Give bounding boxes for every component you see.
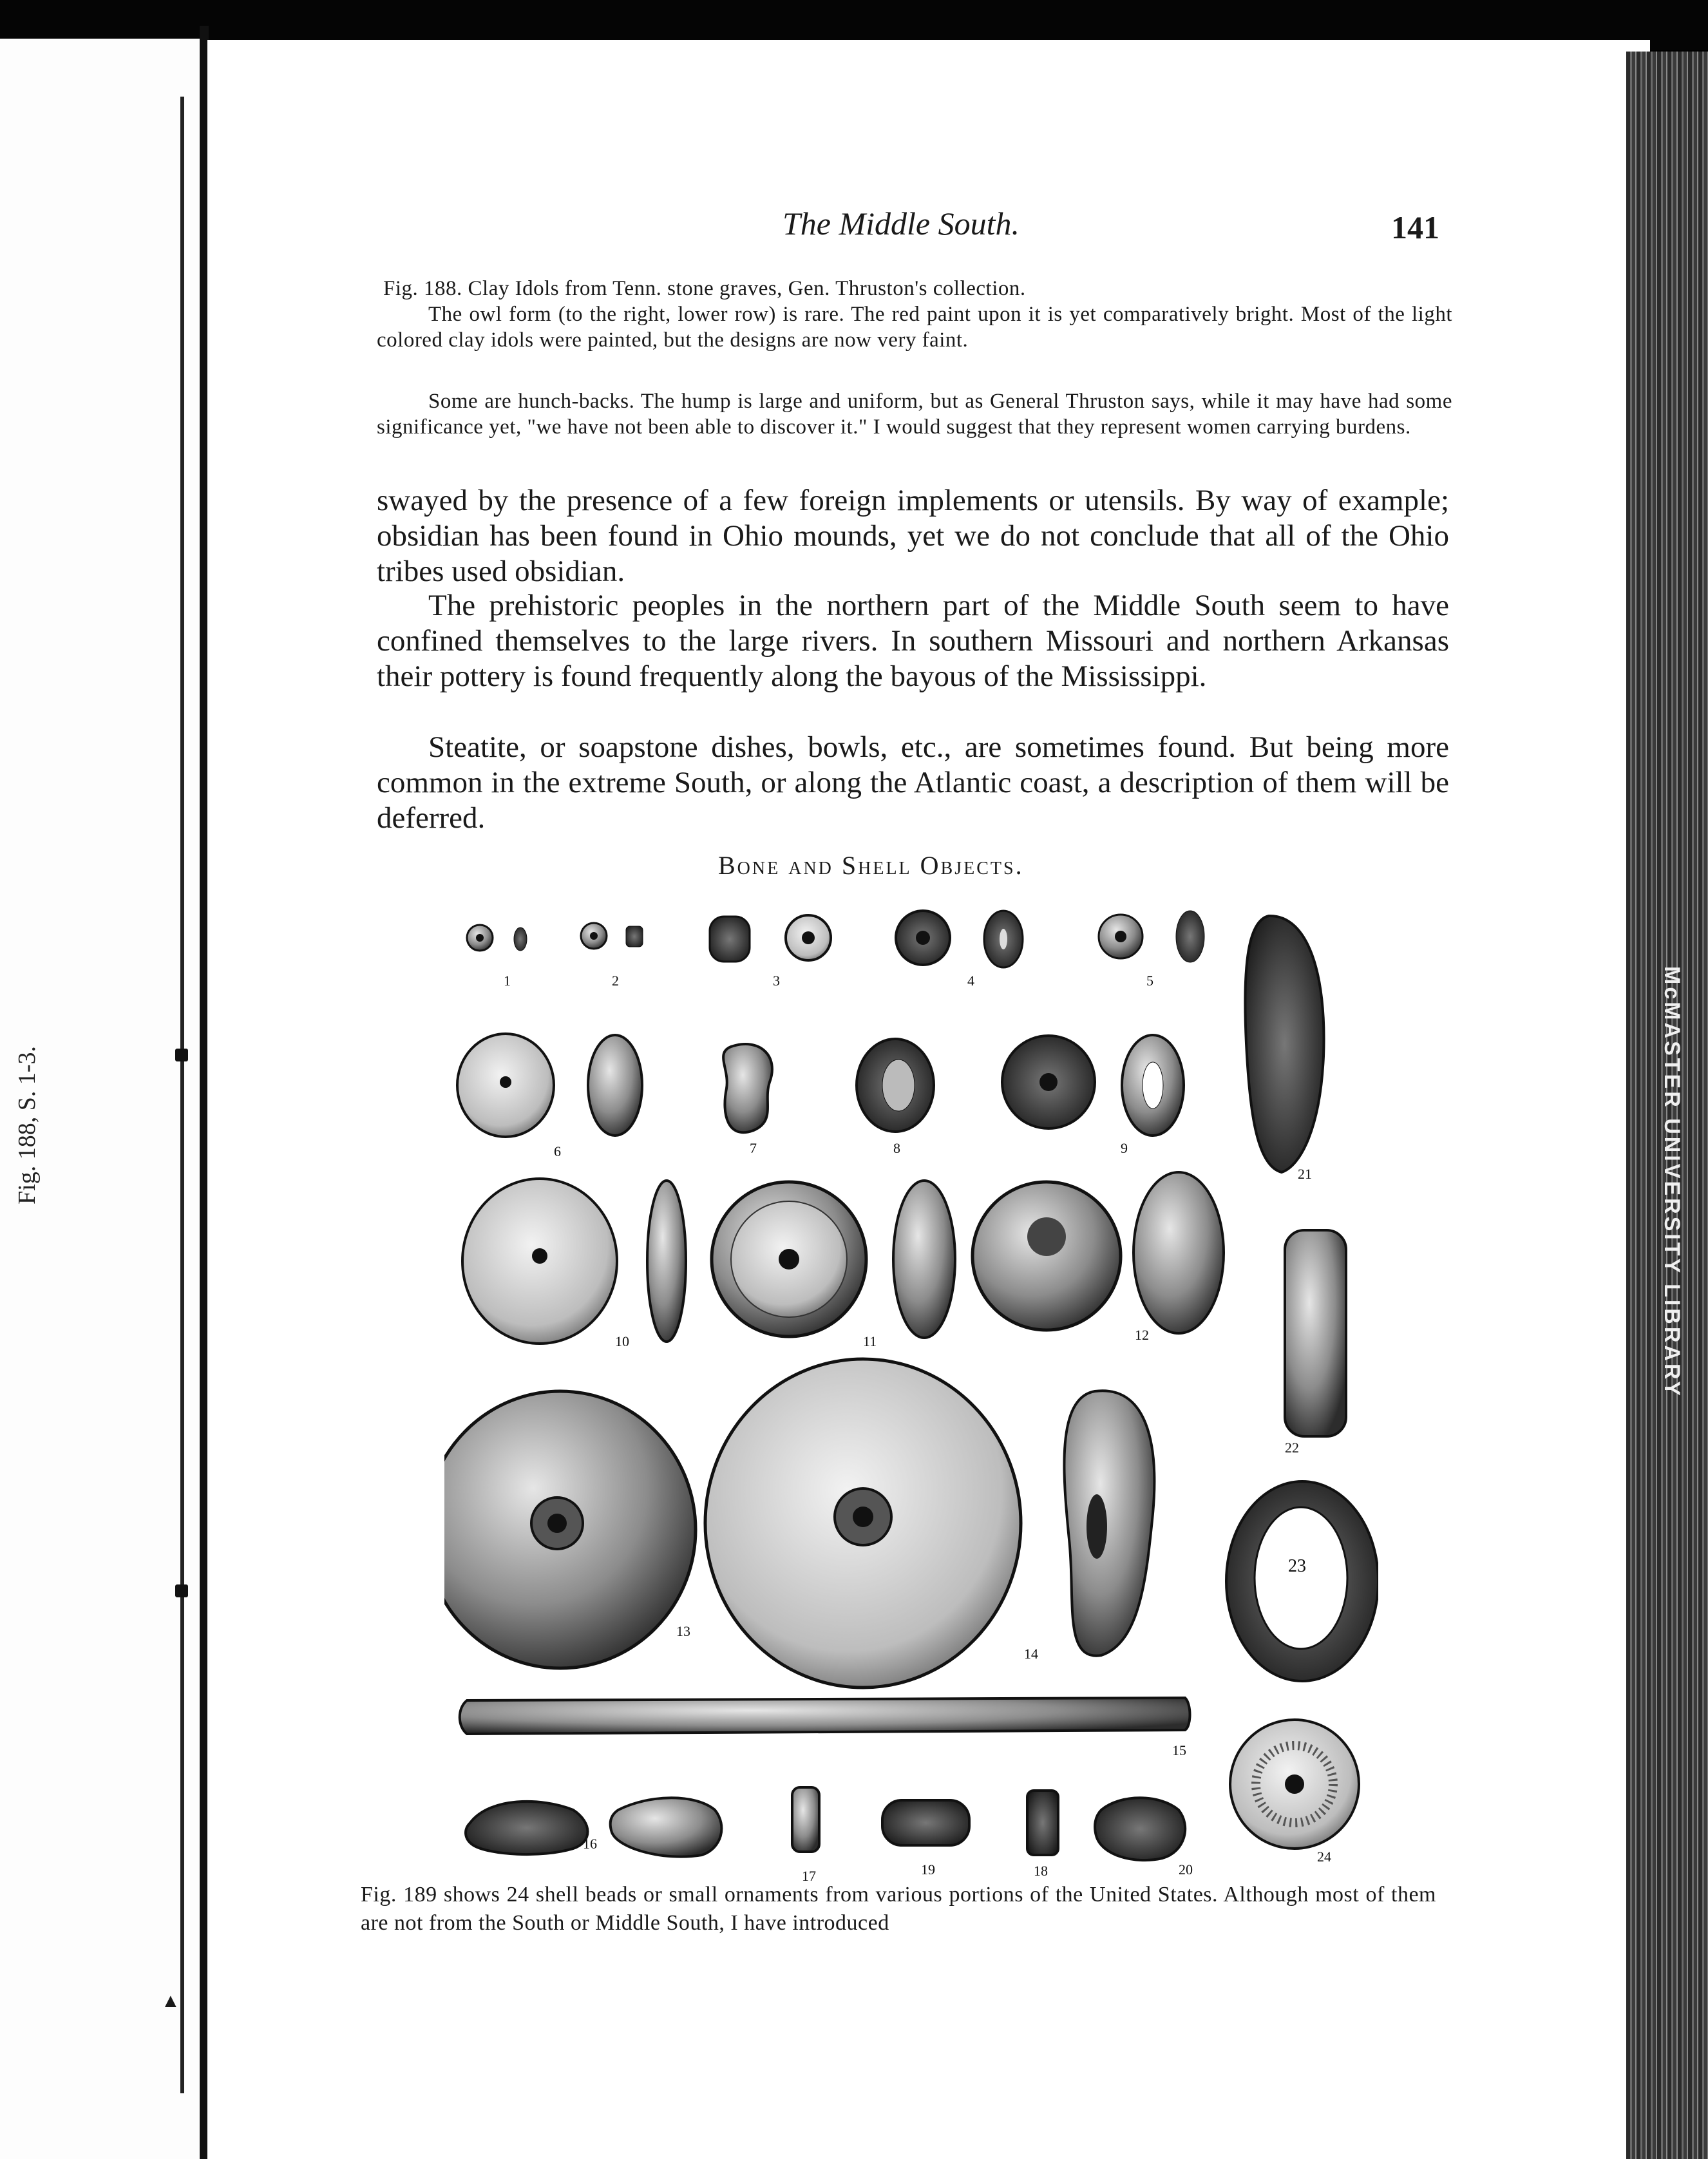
bead-19	[882, 1800, 969, 1845]
bead-9	[1002, 1035, 1184, 1136]
disk-11	[712, 1181, 955, 1338]
label-13: 13	[676, 1623, 690, 1639]
bead-8	[857, 1039, 934, 1132]
label-11: 11	[863, 1333, 877, 1349]
label-16: 16	[583, 1836, 597, 1852]
ring-23	[1226, 1481, 1378, 1681]
bone-shell-objects-figure	[444, 895, 1378, 1887]
label-7: 7	[750, 1140, 757, 1156]
left-page-rule	[180, 97, 184, 2093]
label-1: 1	[504, 973, 511, 989]
bead-7	[723, 1044, 772, 1132]
label-19: 19	[921, 1861, 935, 1878]
figure-caption-paragraph: The owl form (to the right, lower row) is rare. The red paint upon it is yet comparatively bright. Most of the light colored clay idols were painted, but the designs are now very faint.	[377, 303, 1452, 352]
ornament-24	[1230, 1720, 1359, 1849]
corner-mark: ▲	[161, 1990, 180, 2012]
figure-description-paragraph: Fig. 189 shows 24 shell beads or small ornaments from various portions of the United States. Although most of them are not from the South or Middle South, I have introduced	[361, 1883, 1436, 1935]
body-paragraph: Steatite, or soapstone dishes, bowls, etc., are sometimes found. But being more common in the extreme South, or along the Atlantic coast, a description of them will be deferred.	[377, 730, 1449, 835]
label-2: 2	[612, 973, 619, 989]
bead-5	[1099, 911, 1204, 962]
figure-title: Bone and Shell Objects.	[718, 851, 1024, 880]
label-24: 24	[1317, 1849, 1331, 1865]
tube-22	[1285, 1230, 1346, 1436]
bead-2	[581, 923, 643, 949]
body-paragraph: swayed by the presence of a few foreign implements or utensils. By way of example; obsidian has been found in Ohio mounds, yet we do not conclude that all of the Ohio tribes used obsidian.	[377, 484, 1449, 588]
bead-20	[1095, 1798, 1185, 1860]
label-18: 18	[1034, 1863, 1048, 1879]
body-paragraph: The prehistoric peoples in the northern part of the Middle South seem to have confined themselves to the large rivers. In southern Missouri and northern Arkansas their pottery is found frequently along the bayous of the Mississippi.	[377, 589, 1449, 693]
object-14b	[1064, 1391, 1154, 1655]
figure-caption-line: Fig. 188. Clay Idols from Tenn. stone graves, Gen. Thruston's collection.	[383, 277, 1026, 300]
label-4: 4	[967, 973, 974, 989]
library-stamp: McMASTER UNIVERSITY LIBRARY	[1660, 966, 1684, 1398]
bead-18	[1027, 1791, 1058, 1855]
bead-1	[467, 925, 527, 951]
label-3: 3	[773, 973, 780, 989]
side-caption: Fig. 188, S. 1-3.	[14, 1046, 41, 1204]
label-12: 12	[1135, 1327, 1149, 1343]
left-page-mark	[175, 1049, 188, 1061]
left-page-mark	[175, 1584, 188, 1597]
label-21: 21	[1298, 1166, 1312, 1182]
figure-caption-paragraph: Some are hunch-backs. The hump is large and uniform, but as General Thruston says, while it may have had some significance yet, "we have not been able to discover it." I would suggest that they represent women carrying burdens.	[377, 390, 1452, 439]
bead-17	[792, 1787, 819, 1852]
label-20: 20	[1179, 1861, 1193, 1878]
pin-15	[460, 1698, 1190, 1734]
label-8: 8	[893, 1140, 900, 1156]
disk-14	[705, 1359, 1021, 1688]
page-number: 141	[1391, 209, 1439, 245]
bead-3	[710, 915, 831, 962]
label-23: 23	[1288, 1556, 1306, 1576]
ornament-21	[1245, 916, 1324, 1172]
label-15: 15	[1172, 1742, 1186, 1758]
disk-13	[444, 1391, 696, 1668]
label-14: 14	[1024, 1646, 1038, 1662]
label-10: 10	[615, 1333, 629, 1349]
label-9: 9	[1121, 1140, 1128, 1156]
bead-6	[457, 1034, 642, 1137]
disk-10	[462, 1179, 686, 1344]
bead-4	[896, 911, 1023, 967]
label-17: 17	[802, 1868, 816, 1884]
label-6: 6	[554, 1143, 561, 1159]
figure-illustration	[444, 895, 1378, 1887]
label-5: 5	[1146, 973, 1153, 989]
running-header: The Middle South.	[783, 205, 1020, 242]
label-22: 22	[1285, 1440, 1299, 1456]
disk-12	[973, 1172, 1224, 1333]
